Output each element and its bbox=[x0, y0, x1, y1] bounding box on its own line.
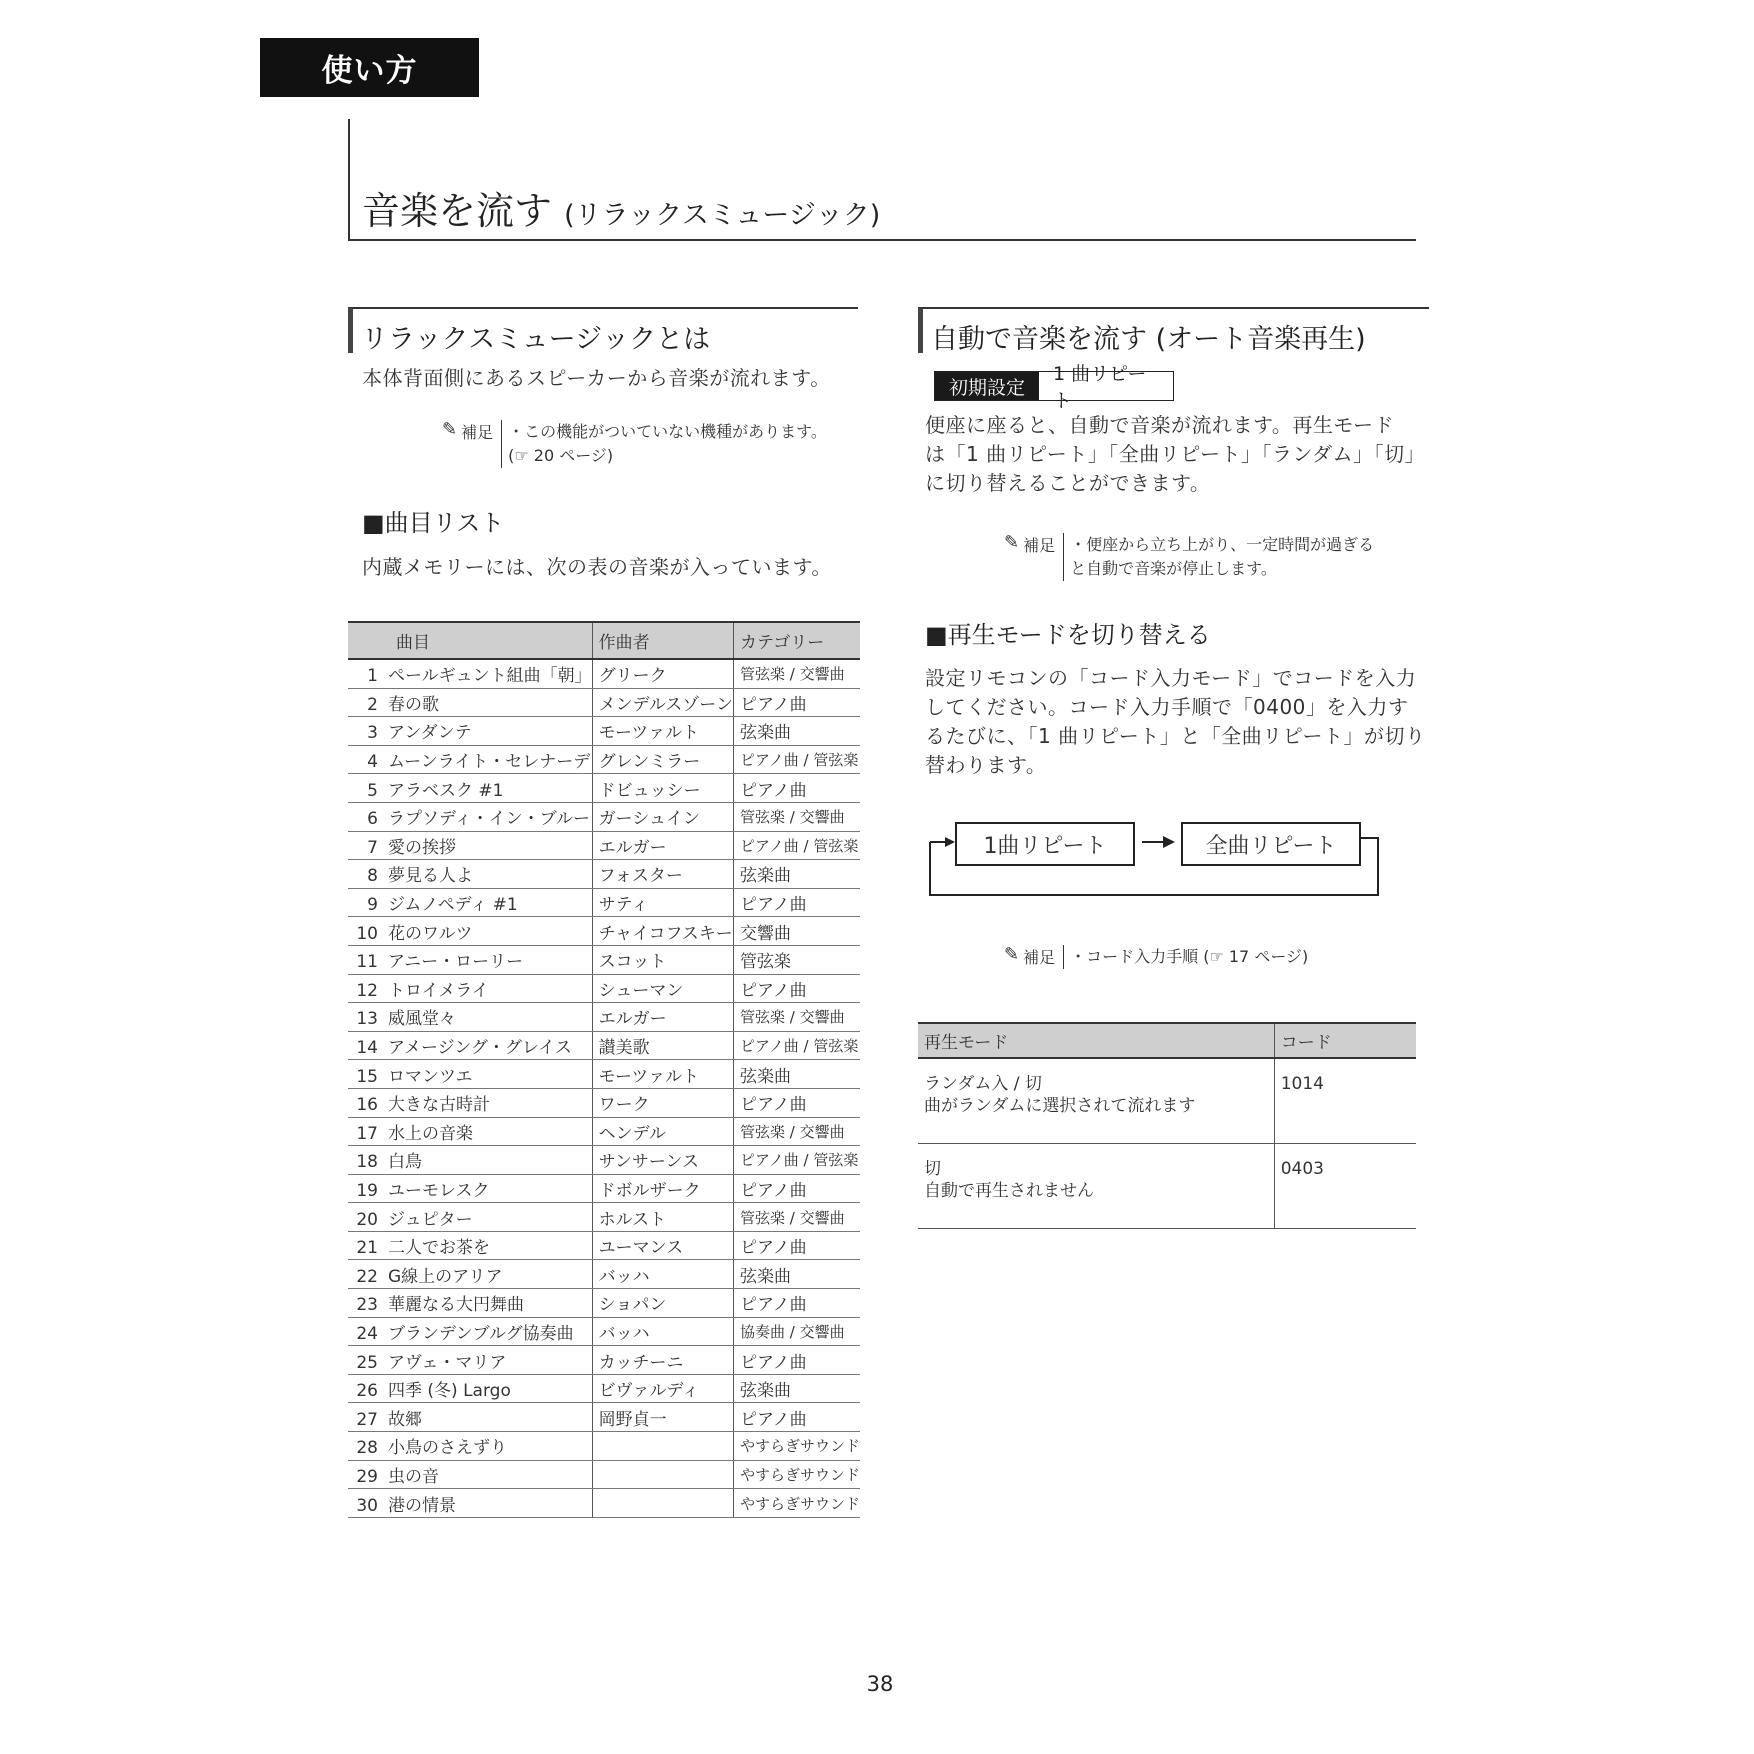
flow-box-all-repeat: 全曲リピート bbox=[1181, 822, 1361, 866]
song-title-cell bbox=[348, 659, 592, 688]
paragraph-line: に切り替えることができます。 bbox=[925, 471, 1211, 495]
note-label bbox=[1004, 533, 1063, 581]
note-text bbox=[501, 420, 827, 468]
category-cell: ピアノ曲 / 管弦楽 bbox=[733, 1031, 860, 1060]
song-number: 25 bbox=[356, 1352, 378, 1373]
mode-cell bbox=[918, 1144, 1274, 1229]
song-title-cell bbox=[348, 860, 592, 889]
table-row bbox=[348, 659, 860, 688]
table-row bbox=[348, 1003, 860, 1032]
song-title-cell bbox=[348, 1374, 592, 1403]
col-header-composer: 作曲者 bbox=[592, 622, 733, 659]
table-row bbox=[348, 1489, 860, 1518]
table-row bbox=[348, 1432, 860, 1461]
composer-cell: ワーク bbox=[592, 1088, 733, 1117]
mode-name: 切 bbox=[924, 1159, 941, 1179]
composer-cell: メンデルスゾーン bbox=[592, 688, 733, 717]
note-label-text: 補足 bbox=[1023, 536, 1056, 555]
song-number: 27 bbox=[356, 1409, 378, 1430]
page-title bbox=[362, 180, 880, 235]
col-header-category: カテゴリー bbox=[733, 622, 860, 659]
song-number: 11 bbox=[356, 952, 378, 973]
table-row bbox=[348, 745, 860, 774]
song-title: アニー・ローリー bbox=[388, 952, 524, 973]
paragraph-line: してください。コード入力手順で「0400」を入力す bbox=[925, 695, 1409, 719]
note-block bbox=[442, 420, 827, 468]
category-cell: 弦楽曲 bbox=[733, 1260, 860, 1289]
composer-cell: グレンミラー bbox=[592, 745, 733, 774]
composer-cell: モーツァルト bbox=[592, 1060, 733, 1089]
composer-cell: サンサーンス bbox=[592, 1146, 733, 1175]
song-title: 愛の挨拶 bbox=[388, 837, 456, 858]
composer-cell: チャイコフスキー bbox=[592, 917, 733, 946]
category-cell: 交響曲 bbox=[733, 917, 860, 946]
composer-cell: サティ bbox=[592, 888, 733, 917]
song-title: 華麗なる大円舞曲 bbox=[388, 1295, 524, 1316]
note-line: (☞ 20 ページ) bbox=[508, 446, 614, 465]
note-label bbox=[1004, 945, 1063, 969]
song-title: ペールギュント組曲「朝」 bbox=[388, 666, 592, 687]
category-cell: 協奏曲 / 交響曲 bbox=[733, 1317, 860, 1346]
song-title-cell bbox=[348, 831, 592, 860]
song-title: 虫の音 bbox=[388, 1466, 439, 1487]
song-title-cell bbox=[348, 1088, 592, 1117]
category-cell: ピアノ曲 / 管弦楽 bbox=[733, 745, 860, 774]
composer-cell: ビヴァルディ bbox=[592, 1374, 733, 1403]
song-title-cell bbox=[348, 745, 592, 774]
song-title-cell bbox=[348, 1346, 592, 1375]
song-title: 小鳥のさえずり bbox=[388, 1438, 507, 1459]
song-title: ジュピター bbox=[388, 1209, 473, 1230]
category-cell: ピアノ曲 bbox=[733, 1088, 860, 1117]
paragraph-line: は「1 曲リピート」「全曲リピート」「ランダム」「切」 bbox=[925, 442, 1426, 466]
song-title: アラベスク #1 bbox=[388, 780, 504, 801]
badge-label: 初期設定 bbox=[935, 372, 1039, 400]
paragraph-line: 便座に座ると、自動で音楽が流れます。再生モード bbox=[925, 413, 1395, 437]
song-title-cell bbox=[348, 1432, 592, 1461]
category-cell: 管弦楽 / 交響曲 bbox=[733, 659, 860, 688]
song-list-intro: 内蔵メモリーには、次の表の音楽が入っています。 bbox=[362, 555, 832, 579]
col-header-mode: 再生モード bbox=[918, 1023, 1274, 1058]
default-setting-badge bbox=[934, 363, 1174, 412]
song-title-cell bbox=[348, 888, 592, 917]
composer-cell: ショパン bbox=[592, 1289, 733, 1318]
category-cell: 管弦楽 / 交響曲 bbox=[733, 1003, 860, 1032]
note-block-code-entry bbox=[1004, 945, 1308, 969]
title-rule-horizontal bbox=[348, 239, 1416, 241]
table-row bbox=[348, 1174, 860, 1203]
song-title-cell bbox=[348, 774, 592, 803]
song-title-cell bbox=[348, 1260, 592, 1289]
song-title: 水上の音楽 bbox=[388, 1123, 473, 1144]
mode-switch-paragraph bbox=[925, 664, 1425, 780]
note-line: と自動で音楽が停止します。 bbox=[1070, 559, 1277, 578]
composer-cell bbox=[592, 1489, 733, 1518]
song-number: 28 bbox=[356, 1438, 378, 1459]
pencil-icon: ✎ bbox=[1004, 944, 1020, 965]
song-title: 故郷 bbox=[388, 1409, 422, 1430]
composer-cell: エルガー bbox=[592, 831, 733, 860]
song-title-cell bbox=[348, 1003, 592, 1032]
song-number: 8 bbox=[367, 866, 378, 887]
category-cell: 弦楽曲 bbox=[733, 1060, 860, 1089]
note-label-text: 補足 bbox=[461, 423, 494, 442]
category-cell: ピアノ曲 bbox=[733, 1231, 860, 1260]
category-cell: 弦楽曲 bbox=[733, 717, 860, 746]
song-number: 3 bbox=[367, 723, 378, 744]
table-row bbox=[348, 1088, 860, 1117]
table-row bbox=[348, 688, 860, 717]
song-title-cell bbox=[348, 1489, 592, 1518]
note-block-auto-stop bbox=[1004, 533, 1374, 581]
song-title: ブランデンブルグ協奏曲 bbox=[388, 1323, 574, 1344]
page-title-main: 音楽を流す bbox=[362, 189, 553, 233]
composer-cell bbox=[592, 1432, 733, 1461]
song-number: 10 bbox=[356, 923, 378, 944]
composer-cell: バッハ bbox=[592, 1260, 733, 1289]
composer-cell bbox=[592, 1460, 733, 1489]
col-header-code: コード bbox=[1274, 1023, 1416, 1058]
song-title: G線上のアリア bbox=[388, 1266, 503, 1287]
table-row bbox=[348, 1146, 860, 1175]
paragraph-line: 設定リモコンの「コード入力モード」でコードを入力 bbox=[925, 666, 1417, 690]
song-title: 白鳥 bbox=[388, 1152, 422, 1173]
song-number: 16 bbox=[356, 1095, 378, 1116]
song-title-cell bbox=[348, 1060, 592, 1089]
song-title: ユーモレスク bbox=[388, 1180, 490, 1201]
category-cell: 管弦楽 / 交響曲 bbox=[733, 1117, 860, 1146]
composer-cell: ガーシュイン bbox=[592, 802, 733, 831]
table-row bbox=[348, 917, 860, 946]
mode-desc: 自動で再生されません bbox=[924, 1181, 1094, 1201]
paragraph-line: るたびに、「1 曲リピート」と「全曲リピート」が切り bbox=[925, 724, 1426, 748]
song-title: ジムノペディ #1 bbox=[388, 895, 518, 916]
song-table bbox=[348, 621, 860, 1518]
category-cell: ピアノ曲 bbox=[733, 1289, 860, 1318]
song-title-cell bbox=[348, 802, 592, 831]
composer-cell: ドビュッシー bbox=[592, 774, 733, 803]
note-text bbox=[1063, 533, 1374, 581]
composer-cell: バッハ bbox=[592, 1317, 733, 1346]
song-title-cell bbox=[348, 945, 592, 974]
category-cell: やすらぎサウンド bbox=[733, 1432, 860, 1461]
composer-cell: グリーク bbox=[592, 659, 733, 688]
table-row bbox=[348, 1403, 860, 1432]
song-title: 夢見る人よ bbox=[388, 866, 473, 887]
category-cell: ピアノ曲 bbox=[733, 1403, 860, 1432]
auto-play-paragraph bbox=[925, 411, 1425, 498]
category-cell: やすらぎサウンド bbox=[733, 1489, 860, 1518]
song-title-cell bbox=[348, 1203, 592, 1232]
table-row bbox=[348, 831, 860, 860]
song-number: 5 bbox=[367, 780, 378, 801]
pencil-icon: ✎ bbox=[1004, 532, 1020, 553]
composer-cell: ドボルザーク bbox=[592, 1174, 733, 1203]
song-title: アメージング・グレイス bbox=[388, 1038, 572, 1059]
category-cell: 管弦楽 / 交響曲 bbox=[733, 802, 860, 831]
category-cell: ピアノ曲 / 管弦楽 bbox=[733, 1146, 860, 1175]
table-row bbox=[348, 1460, 860, 1489]
song-title: 威風堂々 bbox=[388, 1009, 456, 1030]
song-title: ムーンライト・セレナーデ bbox=[388, 752, 591, 773]
song-number: 17 bbox=[356, 1123, 378, 1144]
table-row bbox=[348, 1374, 860, 1403]
song-number: 14 bbox=[356, 1038, 378, 1059]
song-number: 1 bbox=[367, 666, 378, 687]
song-title-cell bbox=[348, 1117, 592, 1146]
song-title-cell bbox=[348, 1317, 592, 1346]
note-line: ・便座から立ち上がり、一定時間が過ぎる bbox=[1070, 535, 1375, 554]
category-cell: 管弦楽 bbox=[733, 945, 860, 974]
song-number: 30 bbox=[356, 1495, 378, 1516]
table-row bbox=[348, 1231, 860, 1260]
song-title-cell bbox=[348, 1403, 592, 1432]
song-title-cell bbox=[348, 1031, 592, 1060]
table-row bbox=[348, 1289, 860, 1318]
song-number: 6 bbox=[367, 809, 378, 830]
composer-cell: スコット bbox=[592, 945, 733, 974]
song-title: 四季 (冬) Largo bbox=[388, 1381, 511, 1402]
mode-cell bbox=[918, 1058, 1274, 1144]
song-title-cell bbox=[348, 1231, 592, 1260]
mode-switch-heading: ■再生モードを切り替える bbox=[925, 621, 1211, 649]
song-title: 春の歌 bbox=[388, 694, 439, 715]
section-heading-auto-play: 自動で音楽を流す (オート音楽再生) bbox=[918, 307, 1429, 353]
mode-code-table bbox=[918, 1022, 1416, 1229]
song-title-cell bbox=[348, 1460, 592, 1489]
table-row bbox=[348, 974, 860, 1003]
category-cell: ピアノ曲 bbox=[733, 1174, 860, 1203]
note-label bbox=[442, 420, 501, 468]
song-number: 15 bbox=[356, 1066, 378, 1087]
flow-box-single-repeat: 1曲リピート bbox=[955, 822, 1135, 866]
song-number: 24 bbox=[356, 1323, 378, 1344]
song-number: 7 bbox=[367, 837, 378, 858]
paragraph-line: 替わります。 bbox=[925, 753, 1047, 777]
song-title: アヴェ・マリア bbox=[388, 1352, 507, 1373]
composer-cell: フォスター bbox=[592, 860, 733, 889]
song-number: 23 bbox=[356, 1295, 378, 1316]
composer-cell: エルガー bbox=[592, 1003, 733, 1032]
note-line: ・この機能がついていない機種があります。 bbox=[508, 422, 827, 441]
intro-text: 本体背面側にあるスピーカーから音楽が流れます。 bbox=[362, 366, 831, 390]
song-number: 9 bbox=[367, 895, 378, 916]
mid-arrowhead bbox=[1163, 836, 1175, 848]
category-cell: 弦楽曲 bbox=[733, 1374, 860, 1403]
song-title: 花のワルツ bbox=[388, 923, 473, 944]
category-cell: やすらぎサウンド bbox=[733, 1460, 860, 1489]
song-title-cell bbox=[348, 717, 592, 746]
pencil-icon: ✎ bbox=[442, 419, 458, 440]
song-title: アンダンテ bbox=[388, 723, 472, 744]
code-cell: 1014 bbox=[1274, 1058, 1416, 1144]
table-row bbox=[348, 1031, 860, 1060]
code-cell: 0403 bbox=[1274, 1144, 1416, 1229]
chapter-tab: 使い方 bbox=[260, 38, 479, 97]
page-title-sub: (リラックスミュージック) bbox=[564, 200, 881, 231]
table-row bbox=[348, 860, 860, 889]
category-cell: 管弦楽 / 交響曲 bbox=[733, 1203, 860, 1232]
song-title: ラプソディ・イン・ブルー bbox=[388, 809, 590, 830]
category-cell: 弦楽曲 bbox=[733, 860, 860, 889]
song-number: 12 bbox=[356, 980, 378, 1001]
mode-desc: 曲がランダムに選択されて流れます bbox=[924, 1096, 1196, 1116]
table-row bbox=[918, 1058, 1416, 1144]
category-cell: ピアノ曲 bbox=[733, 888, 860, 917]
badge-value: 1 曲リピート bbox=[1039, 372, 1173, 400]
loop-arrowhead bbox=[945, 837, 955, 847]
song-title: 港の情景 bbox=[388, 1495, 456, 1516]
composer-cell: ヘンデル bbox=[592, 1117, 733, 1146]
col-header-title: 曲目 bbox=[348, 622, 592, 659]
song-number: 2 bbox=[367, 694, 378, 715]
song-title: 二人でお茶を bbox=[388, 1238, 490, 1259]
table-row bbox=[348, 1346, 860, 1375]
song-title: ロマンツエ bbox=[388, 1066, 473, 1087]
song-number: 20 bbox=[356, 1209, 378, 1230]
song-number: 29 bbox=[356, 1466, 378, 1487]
table-header-row bbox=[348, 622, 860, 659]
table-row bbox=[348, 1060, 860, 1089]
table-row bbox=[348, 888, 860, 917]
note-label-text: 補足 bbox=[1023, 948, 1056, 967]
section-heading-relax-music: リラックスミュージックとは bbox=[348, 307, 858, 353]
category-cell: ピアノ曲 bbox=[733, 1346, 860, 1375]
composer-cell: 岡野貞一 bbox=[592, 1403, 733, 1432]
song-number: 4 bbox=[367, 752, 378, 773]
title-rule-vertical bbox=[348, 119, 350, 241]
table-row bbox=[348, 1117, 860, 1146]
song-title-cell bbox=[348, 974, 592, 1003]
song-title-cell bbox=[348, 688, 592, 717]
song-title: 大きな古時計 bbox=[388, 1095, 490, 1116]
category-cell: ピアノ曲 bbox=[733, 774, 860, 803]
table-row bbox=[918, 1144, 1416, 1229]
note-text: ・コード入力手順 (☞ 17 ページ) bbox=[1063, 945, 1308, 969]
category-cell: ピアノ曲 bbox=[733, 974, 860, 1003]
song-table-body bbox=[348, 659, 860, 1517]
song-title: トロイメライ bbox=[388, 980, 489, 1001]
song-number: 21 bbox=[356, 1238, 378, 1259]
song-number: 13 bbox=[356, 1009, 378, 1030]
song-title-cell bbox=[348, 1289, 592, 1318]
song-title-cell bbox=[348, 1146, 592, 1175]
table-row bbox=[348, 1317, 860, 1346]
mode-name: ランダム入 / 切 bbox=[924, 1074, 1042, 1094]
table-row bbox=[348, 1203, 860, 1232]
table-row bbox=[348, 717, 860, 746]
song-title-cell bbox=[348, 917, 592, 946]
composer-cell: ホルスト bbox=[592, 1203, 733, 1232]
song-number: 19 bbox=[356, 1180, 378, 1201]
composer-cell: 讃美歌 bbox=[592, 1031, 733, 1060]
page-number: 38 bbox=[866, 1672, 894, 1696]
composer-cell: ユーマンス bbox=[592, 1231, 733, 1260]
song-number: 26 bbox=[356, 1381, 378, 1402]
category-cell: ピアノ曲 bbox=[733, 688, 860, 717]
composer-cell: カッチーニ bbox=[592, 1346, 733, 1375]
table-row bbox=[348, 945, 860, 974]
song-list-heading: ■曲目リスト bbox=[362, 509, 505, 537]
song-number: 22 bbox=[356, 1266, 378, 1287]
table-row bbox=[348, 1260, 860, 1289]
category-cell: ピアノ曲 / 管弦楽 bbox=[733, 831, 860, 860]
table-row bbox=[348, 802, 860, 831]
song-number: 18 bbox=[356, 1152, 378, 1173]
composer-cell: シューマン bbox=[592, 974, 733, 1003]
table-row bbox=[348, 774, 860, 803]
table-header-row bbox=[918, 1023, 1416, 1058]
song-title-cell bbox=[348, 1174, 592, 1203]
composer-cell: モーツァルト bbox=[592, 717, 733, 746]
